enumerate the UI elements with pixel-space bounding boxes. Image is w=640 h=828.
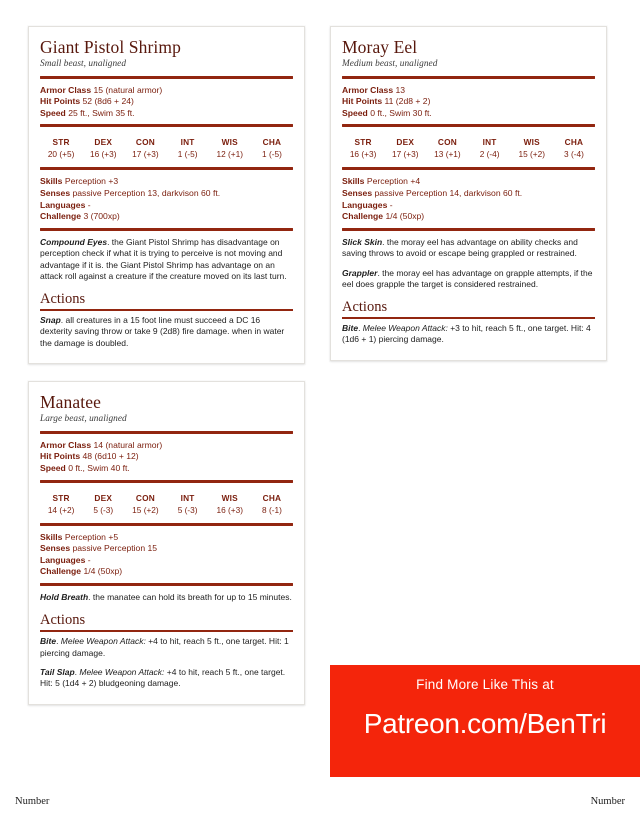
trait-name: Grappler (342, 267, 378, 278)
ability-label: DEX (396, 137, 415, 148)
ability-score-table (342, 133, 595, 162)
speed-value: 0 ft., Swim 40 ft. (68, 463, 130, 474)
divider-rule (40, 76, 293, 79)
languages-value: - (389, 199, 393, 210)
hit-points (342, 96, 595, 108)
senses (342, 188, 595, 200)
skills (40, 532, 293, 544)
footer-page-number-left: Number (15, 796, 50, 807)
ability-con (124, 492, 166, 516)
divider-rule (342, 76, 595, 79)
trait-name: Slick Skin (342, 236, 383, 247)
skills-label: Skills (342, 176, 365, 187)
statblock-name: Moray Eel (342, 37, 418, 57)
ability-label: CHA (262, 137, 282, 148)
armor-class-value: 14 (natural armor) (93, 439, 163, 450)
actions-rule (342, 317, 595, 319)
senses-value: passive Perception 13, darkvison 60 ft. (72, 187, 221, 198)
ability-dex (384, 136, 426, 160)
ability-score: 1 (-5) (177, 149, 198, 160)
trait (342, 237, 595, 260)
divider-rule (342, 167, 595, 170)
action-text: +3 to hit, reach 5 ft., one target. Hit: 4 (1d6 + 1) piercing damage. (342, 323, 591, 345)
skills-value: Perception +3 (64, 176, 119, 187)
challenge-value: 3 (700xp) (83, 211, 120, 222)
divider-rule (40, 167, 293, 170)
statblock-moray-eel (330, 26, 607, 361)
ability-label: WIS (221, 137, 238, 148)
divider-rule (40, 431, 293, 434)
ability-score: 5 (-3) (177, 504, 198, 515)
statblock-name: Giant Pistol Shrimp (40, 37, 181, 57)
ability-label: DEX (94, 492, 113, 503)
challenge (40, 566, 293, 578)
senses (40, 188, 293, 200)
trait-name: Compound Eyes (40, 236, 108, 247)
ability-score: 17 (+3) (391, 149, 419, 160)
actions-heading: Actions (342, 299, 388, 316)
actions-heading: Actions (40, 291, 86, 308)
actions-heading: Actions (40, 612, 86, 629)
hit-points-value: 11 (2d8 + 2) (384, 96, 431, 107)
ability-label: INT (180, 492, 195, 503)
armor-class-value: 15 (natural armor) (93, 84, 163, 95)
trait-text: . the moray eel has advantage on ability checks and saving throws to avoid or escape being grappled or restrained. (342, 236, 578, 259)
ability-score: 12 (+1) (216, 149, 244, 160)
divider-rule (342, 228, 595, 231)
speed (40, 463, 293, 475)
challenge (40, 211, 293, 223)
trait (40, 592, 293, 603)
speed-label: Speed (40, 107, 66, 118)
trait-text: . the Giant Pistol Shrimp has disadvantage on perception check if what it is trying to perceive is not moving and advantage if it is. the Giant Pistol Shrimp has advantage on an attack roll against a creature if the creature moved on its last turn. (40, 236, 287, 281)
ability-score: 16 (+3) (349, 149, 377, 160)
languages (40, 555, 293, 567)
ability-int (469, 136, 511, 160)
ability-int (167, 136, 209, 160)
ability-score-table (40, 489, 293, 518)
trait-name: Hold Breath (40, 592, 89, 603)
action-attack-type: Melee Weapon Attack: (362, 323, 448, 334)
ability-cha (251, 492, 293, 516)
action-entry: Bite. Melee Weapon Attack: +3 to hit, reach 5 ft., one target. Hit: 4 (1d6 + 1) piercing damage. (342, 323, 591, 345)
statblock-meta: Small beast, unaligned (40, 58, 127, 69)
ability-score: 20 (+5) (47, 149, 75, 160)
action-text: . all creatures in a 15 foot line must succeed a DC 16 dexterity saving throw or take 9 (2d8) fire damage. when in water the damage is doubled. (40, 315, 285, 348)
left-column (28, 26, 305, 722)
ability-str (40, 492, 82, 516)
armor-class (342, 85, 595, 97)
right-column (330, 26, 607, 378)
ability-label: INT (482, 137, 497, 148)
divider-rule (40, 480, 293, 483)
armor-class (40, 440, 293, 452)
ability-score: 13 (+1) (434, 149, 461, 160)
skills-label: Skills (40, 531, 63, 542)
ability-label: DEX (94, 137, 113, 148)
ability-dex (82, 492, 124, 516)
challenge-label: Challenge (40, 566, 82, 577)
divider-rule (40, 523, 293, 526)
senses-label: Senses (342, 187, 373, 198)
languages-label: Languages (40, 554, 86, 565)
ability-str (40, 136, 82, 160)
ability-score: 8 (-1) (262, 504, 282, 515)
challenge-label: Challenge (40, 211, 82, 222)
trait-text: . the manatee can hold its breath for up to 15 minutes. (88, 592, 292, 603)
action-name: Bite (342, 323, 359, 334)
trait (40, 237, 293, 283)
ability-int (167, 492, 209, 516)
action-name: Tail Slap (40, 666, 75, 677)
speed (40, 108, 293, 120)
divider-rule (40, 124, 293, 127)
languages-value: - (87, 554, 91, 565)
footer-page-number-right: Number (590, 796, 625, 807)
hit-points-value: 48 (6d10 + 12) (82, 451, 139, 462)
ability-label: STR (354, 137, 372, 148)
action-name: Bite (40, 636, 57, 647)
statblock-meta: Medium beast, unaligned (342, 58, 438, 69)
action-attack-type: Melee Weapon Attack: (60, 636, 146, 647)
ability-label: CON (135, 137, 155, 148)
action-attack-type: Melee Weapon Attack: (79, 666, 165, 677)
languages-label: Languages (342, 199, 388, 210)
speed (342, 108, 595, 120)
actions-rule (40, 309, 293, 311)
action-text: +4 to hit, reach 5 ft., one target. Hit: 1 piercing damage. (40, 636, 289, 658)
hit-points-label: Hit Points (40, 96, 81, 107)
languages (342, 200, 595, 212)
senses-label: Senses (40, 187, 71, 198)
ability-score: 15 (+2) (518, 149, 546, 160)
ability-label: CHA (564, 137, 584, 148)
trait-text: . the moray eel has advantage on grapple attempts, if the eel does grapple the target is considered restrained. (342, 267, 593, 289)
armor-class-value: 13 (395, 84, 406, 95)
languages-label: Languages (40, 199, 86, 210)
hit-points (40, 451, 293, 463)
action-entry: Bite. Melee Weapon Attack: +4 to hit, reach 5 ft., one target. Hit: 1 piercing damage. (40, 636, 289, 658)
armor-class (40, 85, 293, 97)
speed-value: 0 ft., Swim 30 ft. (370, 107, 432, 118)
ability-label: CON (437, 137, 457, 148)
ability-label: CHA (262, 492, 282, 503)
ability-con (124, 136, 166, 160)
hit-points-value: 52 (8d6 + 24) (82, 96, 134, 107)
skills (342, 176, 595, 188)
ability-label: CON (135, 492, 155, 503)
divider-rule (40, 583, 293, 586)
ability-score: 2 (-4) (479, 149, 500, 160)
ability-label: WIS (221, 492, 238, 503)
statblock-giant-pistol-shrimp (28, 26, 305, 364)
speed-label: Speed (342, 107, 368, 118)
ability-cha (553, 136, 595, 160)
statblock-meta: Large beast, unaligned (40, 413, 127, 424)
ability-score: 14 (+2) (47, 504, 75, 515)
senses (40, 543, 293, 555)
languages (40, 200, 293, 212)
ability-con (426, 136, 468, 160)
challenge-value: 1/4 (50xp) (385, 211, 425, 222)
senses-label: Senses (40, 543, 71, 554)
hit-points-label: Hit Points (342, 96, 383, 107)
ability-str (342, 136, 384, 160)
ability-cha (251, 136, 293, 160)
speed-label: Speed (40, 463, 66, 474)
ability-wis (511, 136, 553, 160)
ability-score: 16 (+3) (89, 149, 117, 160)
ability-dex (82, 136, 124, 160)
skills-value: Perception +4 (366, 176, 421, 187)
divider-rule (342, 124, 595, 127)
ability-score-table (40, 133, 293, 162)
action-entry: Tail Slap. Melee Weapon Attack: +4 to hit, reach 5 ft., one target. Hit: 5 (1d4 + 2) bludgeoning damage. (40, 666, 286, 689)
challenge (342, 211, 595, 223)
ability-score: 3 (-4) (564, 149, 584, 160)
ability-label: STR (52, 492, 70, 503)
armor-class-label: Armor Class (40, 439, 92, 450)
actions-rule (40, 630, 293, 632)
ability-score: 1 (-5) (262, 149, 282, 160)
ability-wis (209, 136, 251, 160)
skills-label: Skills (40, 176, 63, 187)
divider-rule (40, 228, 293, 231)
skills-value: Perception +5 (64, 531, 119, 542)
challenge-value: 1/4 (50xp) (83, 566, 123, 577)
action-entry (40, 315, 293, 349)
hit-points (40, 96, 293, 108)
hit-points-label: Hit Points (40, 451, 81, 462)
skills (40, 176, 293, 188)
action-name: Snap (40, 315, 61, 326)
statblock-name: Manatee (40, 392, 101, 413)
armor-class-label: Armor Class (40, 84, 92, 95)
speed-value: 25 ft., Swim 35 ft. (68, 107, 135, 118)
challenge-label: Challenge (342, 211, 384, 222)
ability-label: STR (52, 137, 70, 148)
ability-score: 15 (+2) (132, 504, 159, 515)
armor-class-label: Armor Class (342, 84, 394, 95)
senses-value: passive Perception 14, darkvison 60 ft. (374, 187, 523, 198)
ability-score: 5 (-3) (93, 504, 114, 515)
statblock-manatee (28, 381, 305, 704)
patreon-banner[interactable] (330, 665, 640, 777)
ability-wis (209, 492, 251, 516)
action-text: +4 to hit, reach 5 ft., one target. Hit: 5 (1d4 + 2) bludgeoning damage. (40, 666, 286, 689)
ability-label: INT (180, 137, 195, 148)
senses-value: passive Perception 15 (72, 543, 158, 554)
languages-value: - (87, 199, 91, 210)
trait (342, 268, 595, 291)
ability-label: WIS (523, 137, 540, 148)
ability-score: 16 (+3) (216, 504, 244, 515)
ability-score: 17 (+3) (132, 149, 159, 160)
patreon-tagline: Find More Like This at (416, 677, 554, 692)
patreon-url[interactable]: Patreon.com/BenTri (363, 708, 607, 739)
